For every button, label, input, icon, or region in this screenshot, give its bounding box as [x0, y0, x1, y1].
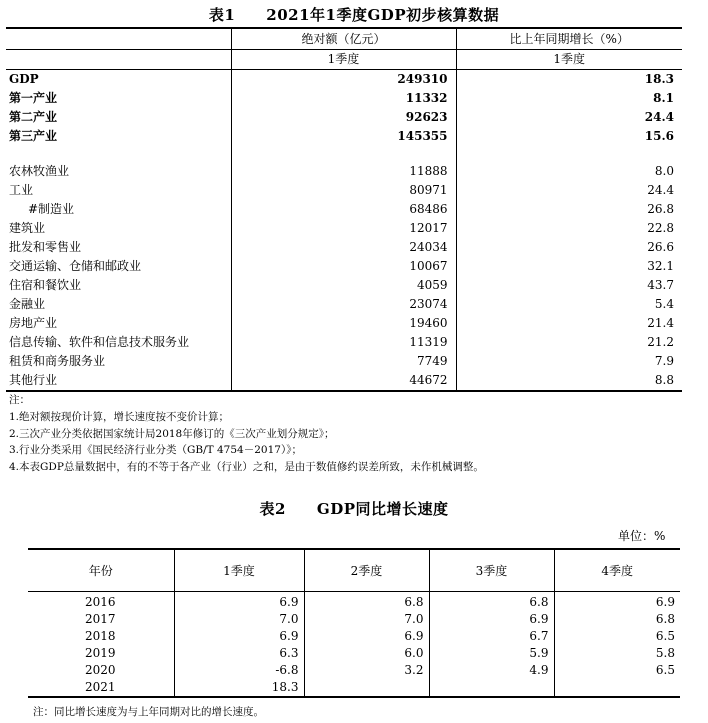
q2-cell: 7.0 [304, 611, 429, 628]
q1-cell: -6.8 [174, 662, 304, 679]
table-row [6, 257, 682, 276]
year-cell: 2016 [84, 595, 116, 609]
row-growth: 8.1 [456, 89, 682, 108]
q2-cell: 6.0 [304, 645, 429, 662]
q3-cell [429, 679, 554, 697]
note-line: 4.本表GDP总量数据中，有的不等于各产业（行业）之和，是由于数值修约误差所致，未作机械调整。 [9, 461, 484, 474]
row-value: 23074 [231, 295, 456, 314]
row-value: 24034 [231, 238, 456, 257]
note-line: 1.绝对额按现价计算，增长速度按不变价计算； [9, 410, 230, 423]
header-q2: 2季度 [304, 549, 429, 592]
row-label: 租赁和商务服务业 [9, 354, 106, 368]
note-line: 3.行业分类采用《国民经济行业分类（GB/T 4754－2017）》； [9, 444, 302, 457]
q1-cell: 18.3 [174, 679, 304, 697]
subheader-q1-growth: 1季度 [456, 50, 682, 70]
row-label: 其他行业 [6, 371, 231, 391]
row-value: 7749 [231, 352, 456, 371]
table1-header-row [6, 28, 682, 50]
table2-title: 表2 GDP同比增长速度 [259, 500, 449, 518]
header-q3: 3季度 [429, 549, 554, 592]
year-cell: 2018 [84, 629, 116, 643]
row-value: 92623 [231, 108, 456, 127]
table-row [6, 181, 682, 200]
table-row [6, 314, 682, 333]
row-value: 11332 [231, 89, 456, 108]
q2-cell: 6.9 [304, 628, 429, 645]
unit-label: 单位：% [618, 529, 666, 543]
gdp-growth-table [28, 548, 680, 698]
table1-title: 表1 2021年1季度GDP初步核算数据 [208, 6, 500, 24]
row-growth: 24.4 [456, 181, 682, 200]
spacer-cell [6, 146, 231, 162]
table1-notes [9, 392, 484, 476]
row-label: 工业 [9, 183, 34, 197]
row-label: 批发和零售业 [9, 240, 82, 254]
table-row [28, 645, 680, 662]
row-growth: 15.6 [456, 127, 682, 146]
spacer-row [6, 146, 682, 162]
subheader-blank [6, 50, 231, 70]
q4-cell: 6.9 [554, 592, 680, 612]
table-row [6, 70, 682, 90]
table1-subheader-row [6, 50, 682, 70]
row-label: #制造业 [28, 202, 75, 216]
row-value: 11888 [231, 162, 456, 181]
row-growth: 32.1 [456, 257, 682, 276]
row-value: 11319 [231, 333, 456, 352]
row-growth: 21.4 [456, 314, 682, 333]
q4-cell: 6.5 [554, 628, 680, 645]
row-value: 19460 [231, 314, 456, 333]
row-growth: 18.3 [456, 70, 682, 90]
table-row [6, 333, 682, 352]
q4-cell: 6.5 [554, 662, 680, 679]
header-absolute-value: 绝对额（亿元） [231, 28, 456, 50]
row-label: 住宿和餐饮业 [9, 278, 82, 292]
year-cell: 2021 [28, 679, 174, 697]
q3-cell: 6.7 [429, 628, 554, 645]
row-label: 建筑业 [9, 221, 46, 235]
q3-cell: 4.9 [429, 662, 554, 679]
row-label: 信息传输、软件和信息技术服务业 [9, 335, 190, 349]
table2-header-row [28, 549, 680, 592]
row-growth: 8.8 [456, 371, 682, 391]
row-value: 4059 [231, 276, 456, 295]
q1-cell: 6.9 [174, 628, 304, 645]
row-growth: 7.9 [456, 352, 682, 371]
gdp-accounting-table [6, 27, 682, 392]
table2-note: 注：同比增长速度为与上年同期对比的增长速度。 [33, 706, 264, 718]
header-year: 年份 [28, 549, 174, 592]
row-growth: 22.8 [456, 219, 682, 238]
header-growth: 比上年同期增长（%） [456, 28, 682, 50]
q1-cell: 6.3 [174, 645, 304, 662]
row-label: 房地产业 [9, 316, 58, 330]
table-row [6, 162, 682, 181]
q1-cell: 7.0 [174, 611, 304, 628]
row-growth: 8.0 [456, 162, 682, 181]
table-row [6, 295, 682, 314]
row-value: 145355 [231, 127, 456, 146]
table-row [6, 352, 682, 371]
row-value: 68486 [231, 200, 456, 219]
spacer-cell [231, 146, 456, 162]
row-label: 第一产业 [9, 91, 58, 105]
header-q1: 1季度 [174, 549, 304, 592]
row-value: 249310 [231, 70, 456, 90]
q4-cell: 5.8 [554, 645, 680, 662]
row-growth: 43.7 [456, 276, 682, 295]
year-cell: 2017 [84, 612, 116, 626]
row-value: 44672 [231, 371, 456, 391]
table-row [6, 200, 682, 219]
row-label: 交通运输、仓储和邮政业 [9, 259, 142, 273]
row-value: 12017 [231, 219, 456, 238]
row-label: GDP [9, 72, 39, 86]
table-row [6, 89, 682, 108]
row-label: 第三产业 [9, 129, 58, 143]
table-row [6, 219, 682, 238]
table-row [6, 276, 682, 295]
subheader-q1-abs: 1季度 [231, 50, 456, 70]
q2-cell: 6.8 [304, 592, 429, 612]
note-line: 2.三次产业分类依据国家统计局2018年修订的《三次产业划分规定》； [9, 427, 335, 440]
row-growth: 21.2 [456, 333, 682, 352]
table-row [28, 592, 680, 612]
row-growth: 26.8 [456, 200, 682, 219]
row-growth: 5.4 [456, 295, 682, 314]
q3-cell: 6.9 [429, 611, 554, 628]
spacer-cell [456, 146, 682, 162]
table-row [28, 611, 680, 628]
row-growth: 24.4 [456, 108, 682, 127]
table-row [28, 679, 680, 697]
row-value: 10067 [231, 257, 456, 276]
table-row [6, 127, 682, 146]
table-row [28, 628, 680, 645]
q2-cell: 3.2 [304, 662, 429, 679]
row-growth: 26.6 [456, 238, 682, 257]
row-label: 农林牧渔业 [9, 164, 70, 178]
note-line: 注： [9, 394, 30, 406]
q3-cell: 5.9 [429, 645, 554, 662]
table-row [6, 108, 682, 127]
table-row [6, 238, 682, 257]
header-blank [6, 28, 231, 50]
year-cell: 2020 [84, 663, 116, 677]
q1-cell: 6.9 [174, 592, 304, 612]
row-label: 第二产业 [9, 110, 58, 124]
year-cell: 2019 [84, 646, 116, 660]
q4-cell: 6.8 [554, 611, 680, 628]
row-label: 金融业 [9, 297, 46, 311]
table-row [28, 662, 680, 679]
q4-cell [554, 679, 680, 697]
row-value: 80971 [231, 181, 456, 200]
table-row [6, 371, 682, 391]
q2-cell [304, 679, 429, 697]
header-q4: 4季度 [554, 549, 680, 592]
q3-cell: 6.8 [429, 592, 554, 612]
